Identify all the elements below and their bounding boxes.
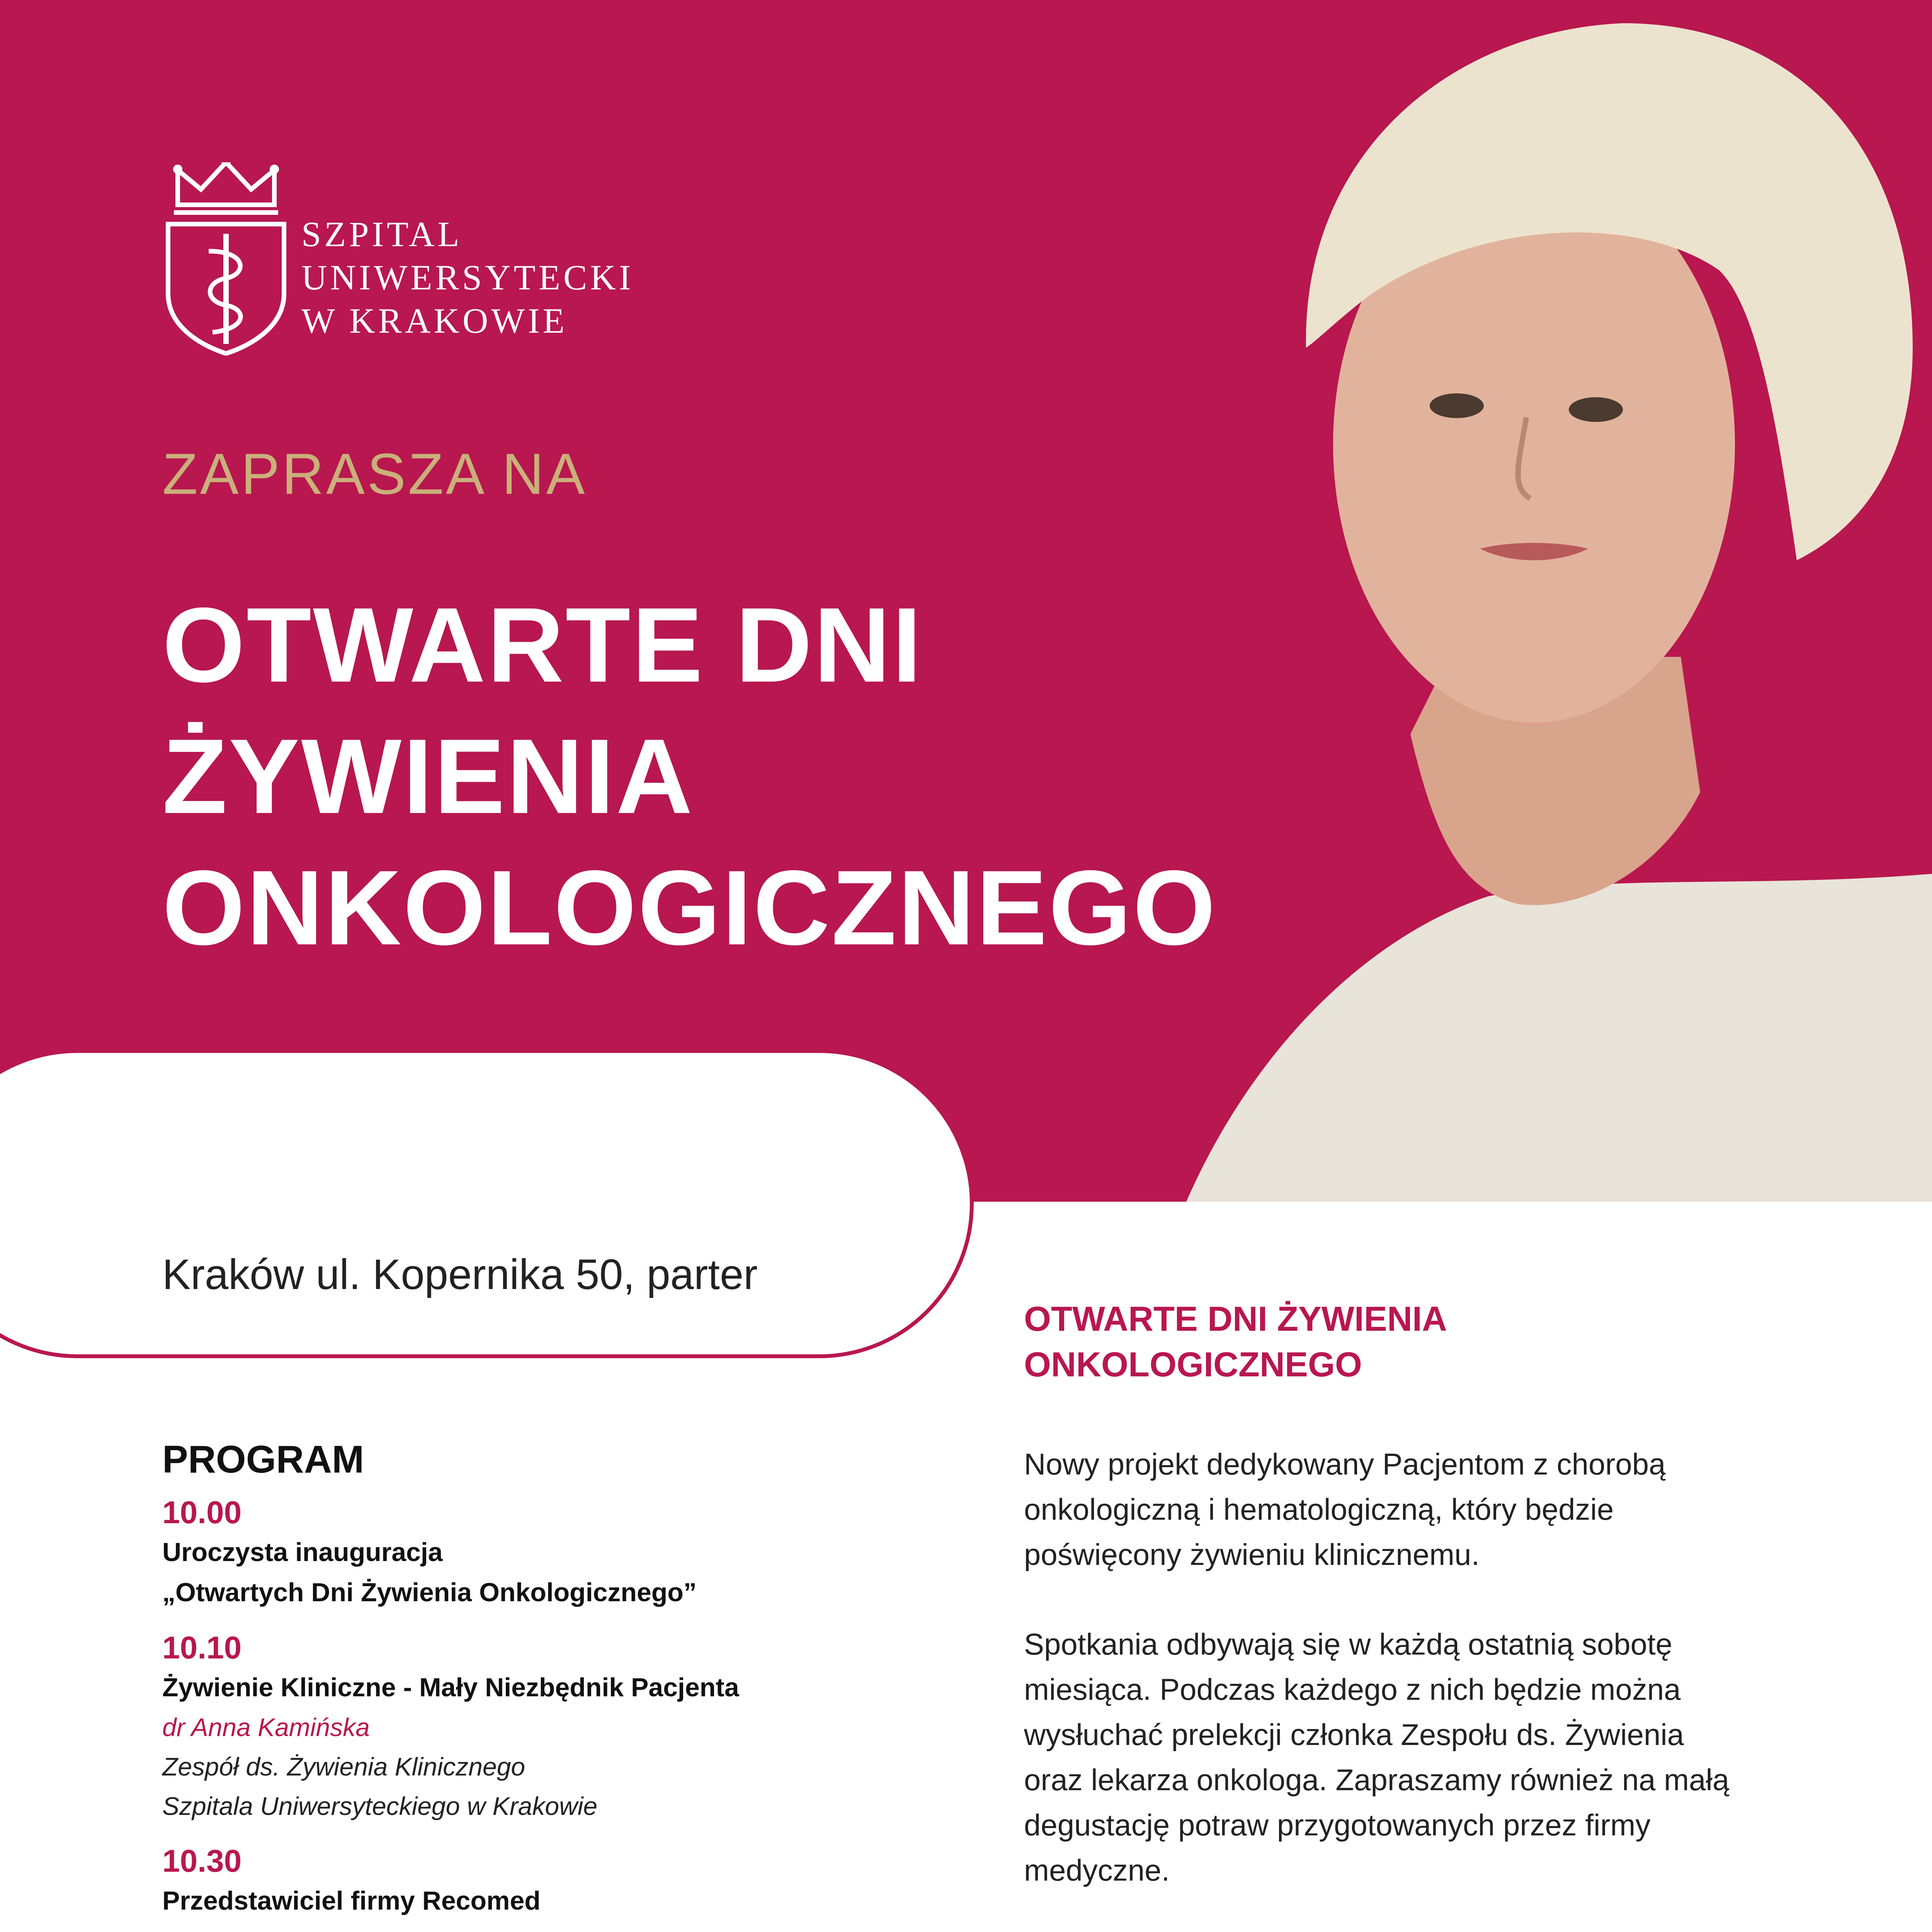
main-title-line-1: OTWARTE DNI	[162, 586, 923, 704]
program-affiliation: Szpitala Uniwersyteckiego w Krakowie	[162, 1792, 598, 1820]
crown-shield-asclepius-icon	[162, 162, 290, 355]
program-item	[162, 1629, 1012, 1826]
program-section	[162, 1437, 1012, 1932]
hospital-name-line-2: UNIWERSYTECKI	[301, 258, 634, 297]
hero-photo-image	[1140, 0, 1932, 1202]
info-title-line-2: ONKOLOGICZNEGO	[1024, 1345, 1362, 1384]
main-title-line-3: ONKOLOGICZNEGO	[162, 849, 1217, 967]
program-time: 10.10	[162, 1630, 242, 1665]
hospital-logo	[162, 162, 665, 363]
info-title-line-1: OTWARTE DNI ŻYWIENIA	[1024, 1300, 1447, 1338]
program-item	[162, 1493, 1012, 1612]
event-address: Kraków ul. Kopernika 50, parter	[162, 1251, 758, 1298]
info-section	[1024, 1296, 1835, 1932]
main-title	[162, 580, 1217, 974]
hospital-name	[301, 213, 634, 342]
invite-text: ZAPRASZA NA	[162, 441, 587, 506]
info-paragraph: Spotkania odbywają się w każdą ostatnią sobotę miesiąca. Podczas każdego z nich będzie można wysłuchać prelekcji członka Zespołu ds. Żywienia oraz lekarza onkologa. Zapraszamy również na małą degustację potraw przygotowanych przez firmy medyczne.	[1024, 1627, 1730, 1887]
program-speaker: dr Anna Kamińska	[162, 1713, 370, 1742]
program-time: 10.00	[162, 1495, 242, 1530]
program-item	[162, 1842, 1012, 1921]
program-title: Żywienie Kliniczne - Mały Niezbędnik Pacjenta	[162, 1673, 739, 1702]
address-pill	[0, 1049, 974, 1358]
program-title: Uroczysta inauguracja	[162, 1537, 443, 1567]
hero-photo	[1140, 0, 1932, 1202]
program-heading: PROGRAM	[162, 1438, 364, 1481]
hospital-name-line-1: SZPITAL	[301, 214, 463, 254]
info-paragraph: Nowy projekt dedykowany Pacjentom z chorobą onkologiczną i hematologiczną, który będzie poświęcony żywieniu klinicznemu.	[1024, 1447, 1666, 1571]
program-title: Przedstawiciel firmy Recomed	[162, 1886, 541, 1915]
main-title-line-2: ŻYWIENIA	[162, 717, 694, 836]
program-affiliation: Zespół ds. Żywienia Klinicznego	[162, 1752, 526, 1781]
program-time: 10.30	[162, 1844, 242, 1879]
hospital-name-line-3: W KRAKOWIE	[301, 301, 568, 340]
program-title: „Otwartych Dni Żywienia Onkologicznego”	[162, 1578, 697, 1607]
